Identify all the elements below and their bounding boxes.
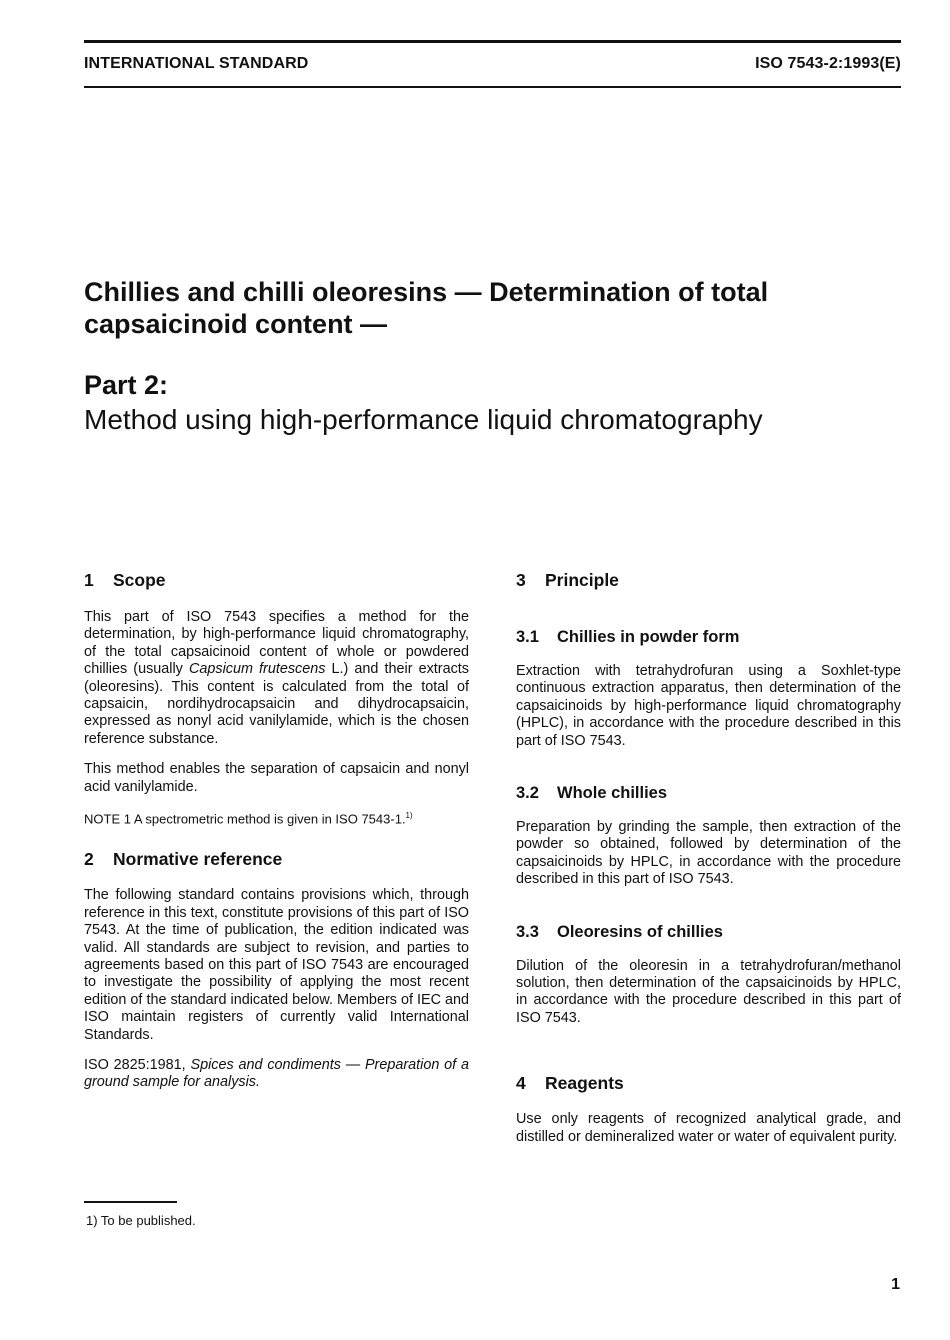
section-title: Reagents <box>545 1073 624 1094</box>
subsection-text-3-2: Preparation by grinding the sample, then extraction of the powder so obtained, followed by determination of the capsaicinoids by HPLC, in accordance with the procedure described in this part of ISO 7543. <box>516 819 901 888</box>
footnote: 1) To be published. <box>86 1213 196 1228</box>
scope-paragraph-2: This method enables the separation of capsaicin and nonyl acid vanilylamide. <box>84 761 469 795</box>
header-bottom-rule <box>84 86 901 88</box>
reference-code: ISO 2825:1981, <box>84 1057 191 1074</box>
subsection-text-3-3: Dilution of the oleoresin in a tetrahydrofuran/methanol solution, then determination of the capsaicinoids by HPLC, in accordance with the procedure described in this part of ISO 7543. <box>516 957 901 1026</box>
subsection-heading-3-3 <box>516 921 901 943</box>
section-number: 3 <box>516 570 526 590</box>
normative-reference-entry <box>84 1057 469 1092</box>
scope-species-italic: Capsicum frutescens <box>188 661 326 678</box>
subsection-text-3-1: Extraction with tetrahydrofuran using a Soxhlet-type continuous extraction apparatus, then determination of the capsaicinoids by high-performance liquid chromatography (HPLC), in accordance with the procedure described in this part of ISO 7543. <box>516 663 901 749</box>
header-top-rule <box>84 40 901 43</box>
subsection-title: Whole chillies <box>557 784 668 803</box>
scope-note <box>84 808 469 827</box>
part-title: Method using high-performance liquid chromatography <box>84 404 763 435</box>
header-standard-number: ISO 7543-2:1993(E) <box>755 55 901 72</box>
scope-text-b: L.) and their extracts (oleoresins). This content is calculated from the total of capsaicin, nordihydrocapsaicin and dihydrocapsaicin, expressed as nonyl acid vanilylamide, which is the chosen reference substance. <box>84 661 469 747</box>
subsection-number: 3.2 <box>516 784 539 803</box>
section-heading-reagents <box>516 1071 901 1095</box>
footnote-reference: 1) <box>405 811 413 821</box>
section-title: Principle <box>545 570 619 590</box>
section-heading-principle <box>516 568 901 592</box>
part-label: Part 2: <box>84 370 169 400</box>
normative-paragraph: The following standard contains provisions which, through reference in this text, constitute provisions of this part of ISO 7543. At the time of publication, the edition indicated was valid. All standards are subject to revision, and parties to agreements based on this part of ISO 7543 are encouraged to investigate the possibility of applying the most recent edition of the standard indicated below. Members of IEC and ISO maintain registers of currently valid International Standards. <box>84 887 469 1043</box>
page-number: 1 <box>891 1276 900 1293</box>
section-number: 4 <box>516 1073 526 1094</box>
section-number: 1 <box>84 570 94 590</box>
title-line-2: capsaicinoid content — <box>84 309 388 339</box>
title-line-1: Chillies and chilli oleoresins — Determination of total <box>84 277 769 307</box>
section-title: Scope <box>113 570 166 590</box>
reagents-paragraph: Use only reagents of recognized analytical grade, and distilled or demineralized water or water of equivalent purity. <box>516 1111 901 1145</box>
section-number: 2 <box>84 849 94 870</box>
subsection-title: Oleoresins of chillies <box>557 922 723 941</box>
scope-paragraph-1 <box>84 609 469 748</box>
subsection-heading-3-1 <box>516 626 901 648</box>
note-text: NOTE 1 A spectrometric method is given in ISO 7543-1. <box>84 811 406 827</box>
subsection-heading-3-2 <box>516 782 901 804</box>
section-title: Normative reference <box>113 849 283 870</box>
subsection-number: 3.3 <box>516 922 539 941</box>
subsection-number: 3.1 <box>516 628 539 646</box>
scope-text-a: This part of ISO 7543 specifies a method for the determination, by high-performance liquid chromatography, of the total capsaicinoid content of whole or powdered chillies (usually <box>84 609 469 678</box>
left-column <box>84 568 469 1092</box>
footnote-separator <box>84 1201 177 1203</box>
subsection-title: Chillies in powder form <box>557 628 740 646</box>
section-heading-scope <box>84 568 469 592</box>
right-column <box>516 568 901 1146</box>
document-title <box>84 276 884 340</box>
header-standard-type: INTERNATIONAL STANDARD <box>84 55 309 72</box>
section-heading-normative-reference <box>84 847 469 871</box>
reference-title: Spices and condiments — Preparation of a ground sample for analysis. <box>84 1057 470 1091</box>
